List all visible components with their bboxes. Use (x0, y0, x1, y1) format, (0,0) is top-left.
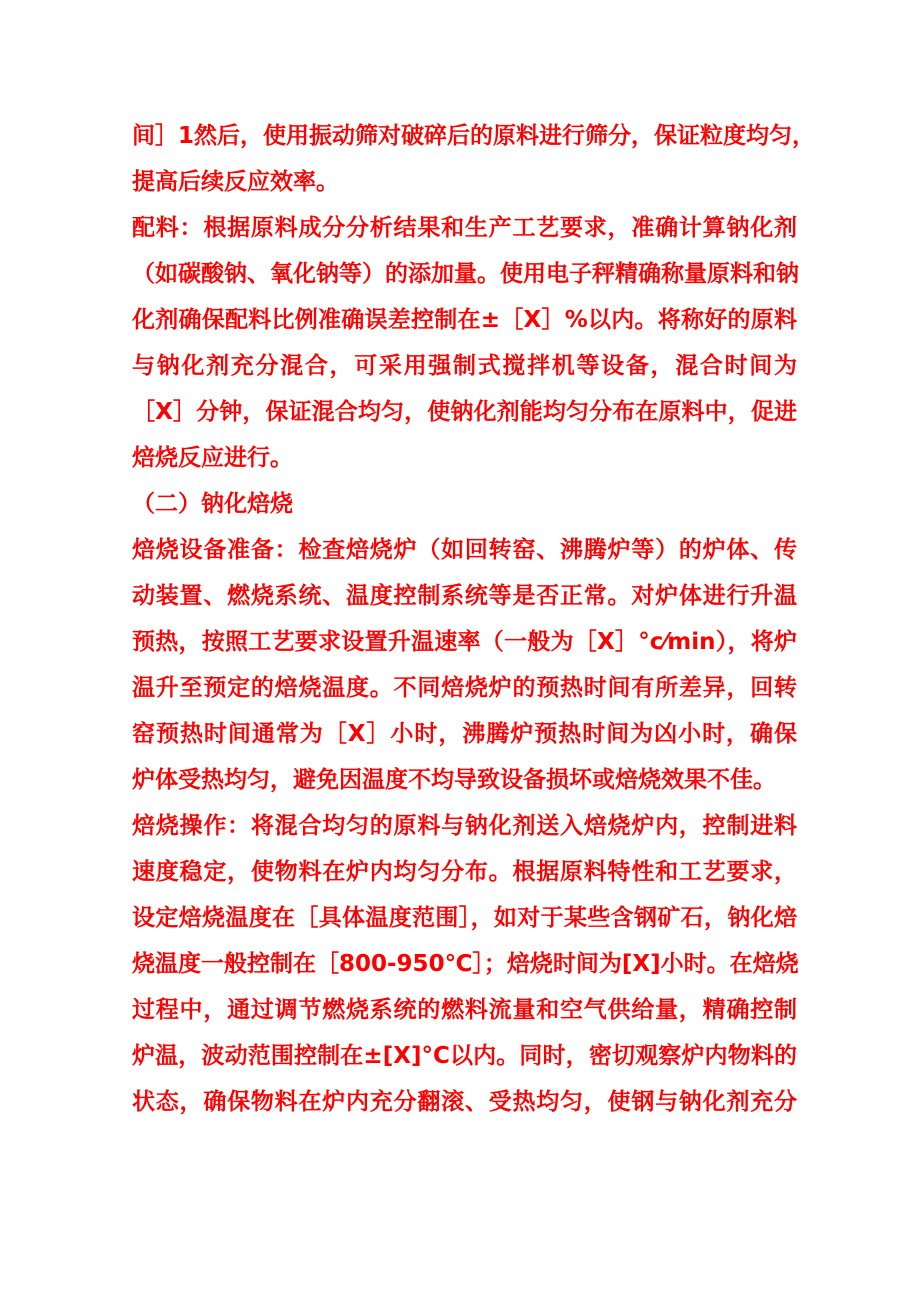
text-line: 提高后续反应效率。 (132, 169, 339, 195)
text-line: 焙烧操作：将混合均匀的原料与钠化剂送入焙烧炉内，控制进料 (132, 813, 797, 839)
text-line: 与钠化剂充分混合，可采用强制式搅拌机等设备，混合时间为 (132, 353, 797, 379)
paragraph-screening (132, 113, 816, 205)
text-line: 焙烧反应进行。 (132, 445, 293, 471)
text-line: 窑预热时间通常为［X］小时，沸腾炉预热时间为凶小时，确保 (132, 721, 797, 747)
text-line: 炉体受热均匀，避免因温度不均导致设备损坏或焙烧效果不佳。 (132, 767, 776, 793)
text-line: 速度稳定，使物料在炉内均匀分布。根据原料特性和工艺要求， (132, 859, 797, 885)
section-heading (132, 481, 797, 527)
paragraph-batching (132, 205, 797, 481)
section-heading-text: （二）钠化焙烧 (132, 491, 293, 517)
text-line: （如碳酸钠、氧化钠等）的添加量。使用电子秤精确称量原料和钠 (132, 261, 799, 287)
text-line: 预热，按照工艺要求设置升温速率（一般为［X］°c⁄min），将炉 (132, 629, 797, 655)
text-line: 焙烧设备准备：检查焙烧炉（如回转窑、沸腾炉等）的炉体、传 (132, 537, 797, 563)
text-line: 炉温，波动范围控制在±[X]°C以内。同时，密切观察炉内物料的 (132, 1043, 797, 1069)
text-line: 配料：根据原料成分分析结果和生产工艺要求，准确计算钠化剂 (132, 215, 797, 241)
text-line: 状态，确保物料在炉内充分翻滚、受热均匀，使钢与钠化剂充分 (132, 1089, 797, 1115)
text-line: 烧温度一般控制在［800-950℃］；焙烧时间为[X]小时。在焙烧 (132, 951, 799, 977)
text-line: 温升至预定的焙烧温度。不同焙烧炉的预热时间有所差异，回转 (132, 675, 797, 701)
text-line: 间］1然后，使用振动筛对破碎后的原料进行筛分，保证粒度均匀， (132, 123, 816, 149)
text-line: 动装置、燃烧系统、温度控制系统等是否正常。对炉体进行升温 (132, 583, 797, 609)
text-line: ［X］分钟，保证混合均匀，使钠化剂能均匀分布在原料中，促进 (132, 399, 797, 425)
paragraph-equipment-preparation (132, 527, 797, 803)
paragraph-roasting-operation (132, 803, 797, 1125)
text-line: 过程中，通过调节燃烧系统的燃料流量和空气供给量，精确控制 (132, 997, 797, 1023)
text-line: 设定焙烧温度在［具体温度范围］，如对于某些含钢矿石，钠化焙 (132, 905, 797, 931)
text-line: 化剂确保配料比例准确误差控制在±［X］%以内。将称好的原料 (132, 307, 797, 333)
document-body (132, 113, 816, 1125)
